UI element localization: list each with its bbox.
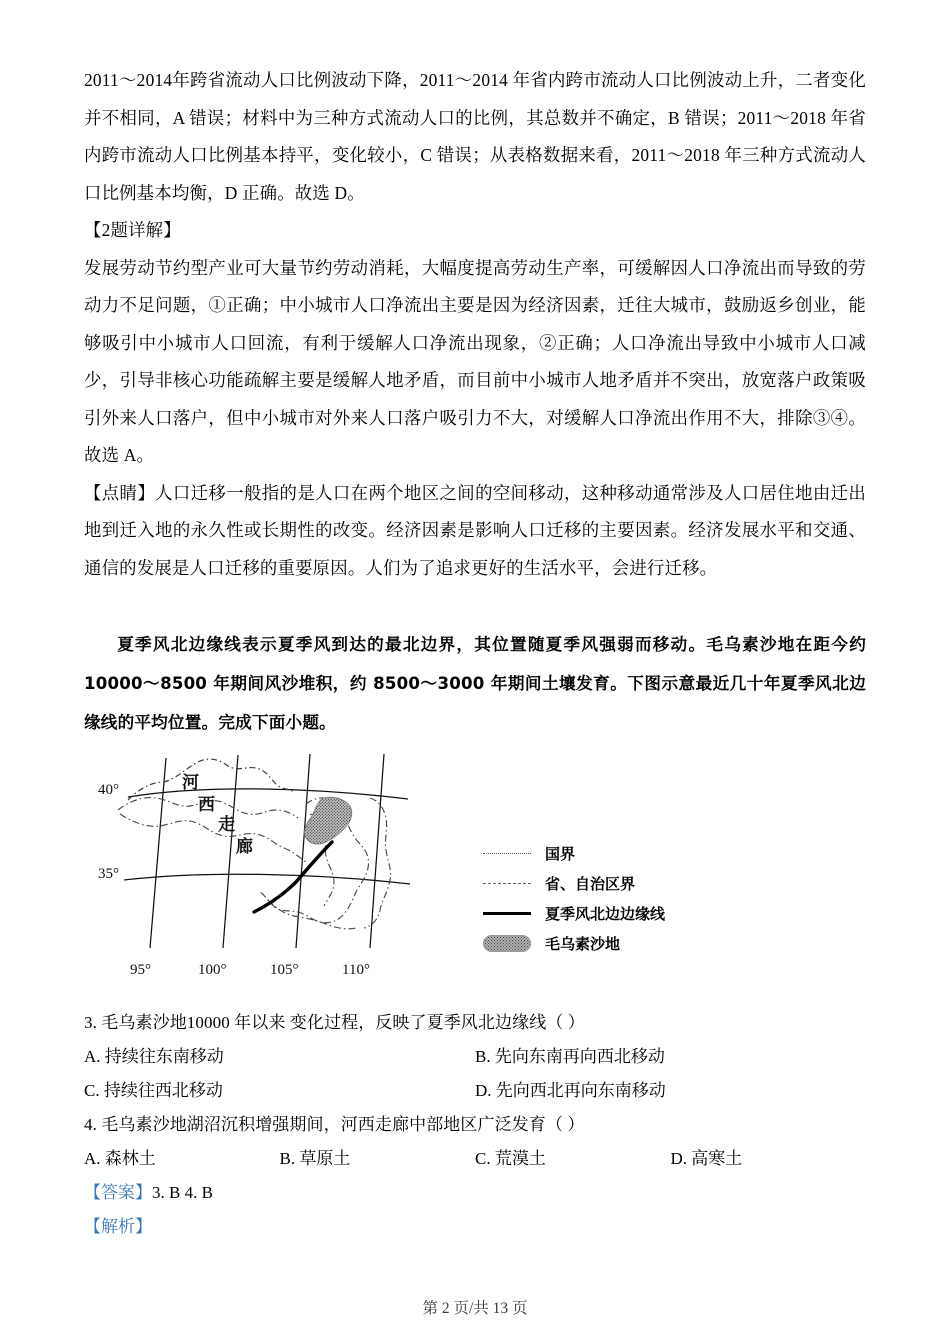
map-legend [479, 838, 665, 958]
question-3-option-d[interactable]: D. 先向西北再向东南移动 [475, 1081, 666, 1100]
legend-label-sand-land: 毛乌素沙地 [545, 934, 621, 953]
lon-label-95: 95° [130, 962, 151, 978]
analysis-line [84, 1210, 866, 1244]
question-4-option-c[interactable]: C. 荒漠土 [475, 1149, 546, 1168]
question-3-option-b[interactable]: B. 先向东南再向西北移动 [475, 1047, 665, 1066]
lat-label-40: 40° [98, 782, 119, 798]
question-4-option-a[interactable]: A. 森林土 [84, 1149, 156, 1168]
answer-tag: 【答案】 [84, 1183, 152, 1202]
question-group-stem: 夏季风北边缘线表示夏季风到达的最北边界，其位置随夏季风强弱而移动。毛乌素沙地在距今约10000～8500 年期间风沙堆积，约 8500～3000 年期间土壤发育。下图示意最近几十年夏季风北边缘线的平均位置。完成下面小题。 [84, 635, 866, 732]
svg-text:河: 河 [182, 773, 199, 793]
legend-item-sand-land [479, 928, 665, 958]
question-4-stem: 4. 毛乌素沙地湖沼沉积增强期间，河西走廊中部地区广泛发育（ ） [84, 1115, 585, 1134]
province-border-icon [479, 883, 535, 884]
question-3-option-a[interactable]: A. 持续往东南移动 [84, 1047, 224, 1066]
lon-label-100: 100° [198, 962, 227, 978]
legend-label-monsoon-line: 夏季风北边边缘线 [545, 904, 666, 923]
answer-line [84, 1176, 866, 1210]
svg-text:廊: 廊 [236, 837, 253, 857]
sand-patch-icon [479, 935, 535, 952]
legend-item-province-border [479, 868, 665, 898]
region-label-hexi-corridor [182, 773, 253, 857]
question-4-option-d[interactable]: D. 高寒土 [670, 1149, 743, 1168]
paragraph-analysis-2: 发展劳动节约型产业可大量节约劳动消耗，大幅度提高劳动生产率，可缓解因人口净流出而导致的劳动力不足问题，①正确；中小城市人口净流出主要是因为经济因素，迁往大城市，鼓励返乡创业，能够吸引中小城市人口回流，有利于缓解人口净流出现象，②正确；人口净流出导致中小城市人口减少，引导非核心功能疏解主要是缓解人地矛盾，而目前中小城市人地矛盾并不突出，放宽落户政策吸引外来人口落户，但中小城市对外来人口落户吸引力不大，对缓解人口净流出作用不大，排除③④。故选 A。 [84, 257, 866, 465]
document-body [84, 62, 866, 1244]
answer-value: 3. B 4. B [152, 1183, 213, 1202]
question-3-options-row-1 [84, 1040, 866, 1074]
national-border-icon [479, 853, 535, 854]
lat-label-35: 35° [98, 866, 119, 882]
legend-item-monsoon-line [479, 898, 665, 928]
legend-label-national-border: 国界 [545, 844, 576, 863]
legend-item-national-border [479, 838, 665, 868]
question-4-options-row [84, 1142, 866, 1176]
lon-label-105: 105° [270, 962, 299, 978]
lon-label-110: 110° [342, 962, 370, 978]
question-3-options-row-2 [84, 1074, 866, 1108]
question-4-option-b[interactable]: B. 草原土 [279, 1149, 351, 1168]
monsoon-boundary-map-svg [98, 752, 518, 984]
mu-us-sand-land-area [304, 797, 351, 844]
question-3-stem: 3. 毛乌素沙地10000 年以来 变化过程，反映了夏季风北边缘线（ ） [84, 1013, 585, 1032]
heading-question2-detail: 【2题详解】 [84, 220, 181, 240]
svg-text:走: 走 [218, 815, 235, 835]
figure-bottom-spacer [84, 990, 866, 1006]
page-footer: 第 2 页/共 13 页 [422, 1300, 528, 1317]
map-figure-canvas [98, 752, 518, 989]
monsoon-line-icon [479, 912, 535, 915]
paragraph-key-point: 【点睛】人口迁移一般指的是人口在两个地区之间的空间移动，这种移动通常涉及人口居住地由迁出地到迁入地的永久性或长期性的改变。经济因素是影响人口迁移的主要因素。经济发展水平和交通、通信的发展是人口迁移的重要原因。人们为了追求更好的生活水平，会进行迁移。 [84, 482, 866, 578]
legend-label-province-border: 省、自治区界 [545, 874, 636, 893]
svg-text:西: 西 [198, 795, 215, 815]
map-figure [84, 752, 866, 984]
question-3-option-c[interactable]: C. 持续往西北移动 [84, 1081, 223, 1100]
analysis-tag: 【解析】 [84, 1217, 152, 1236]
section-spacer [84, 587, 866, 625]
paragraph-analysis-1: 2011～2014年跨省流动人口比例波动下降，2011～2014 年省内跨市流动人口比例波动上升，二者变化并不相同，A 错误；材料中为三种方式流动人口的比例，其总数并不确定，B 错误；2011～2018 年省内跨市流动人口比例基本持平，变化较小，C 错误；从表格数据来看，2011～2018 年三种方式流动人口比例基本均衡，D 正确。故选 D。 [84, 70, 866, 203]
